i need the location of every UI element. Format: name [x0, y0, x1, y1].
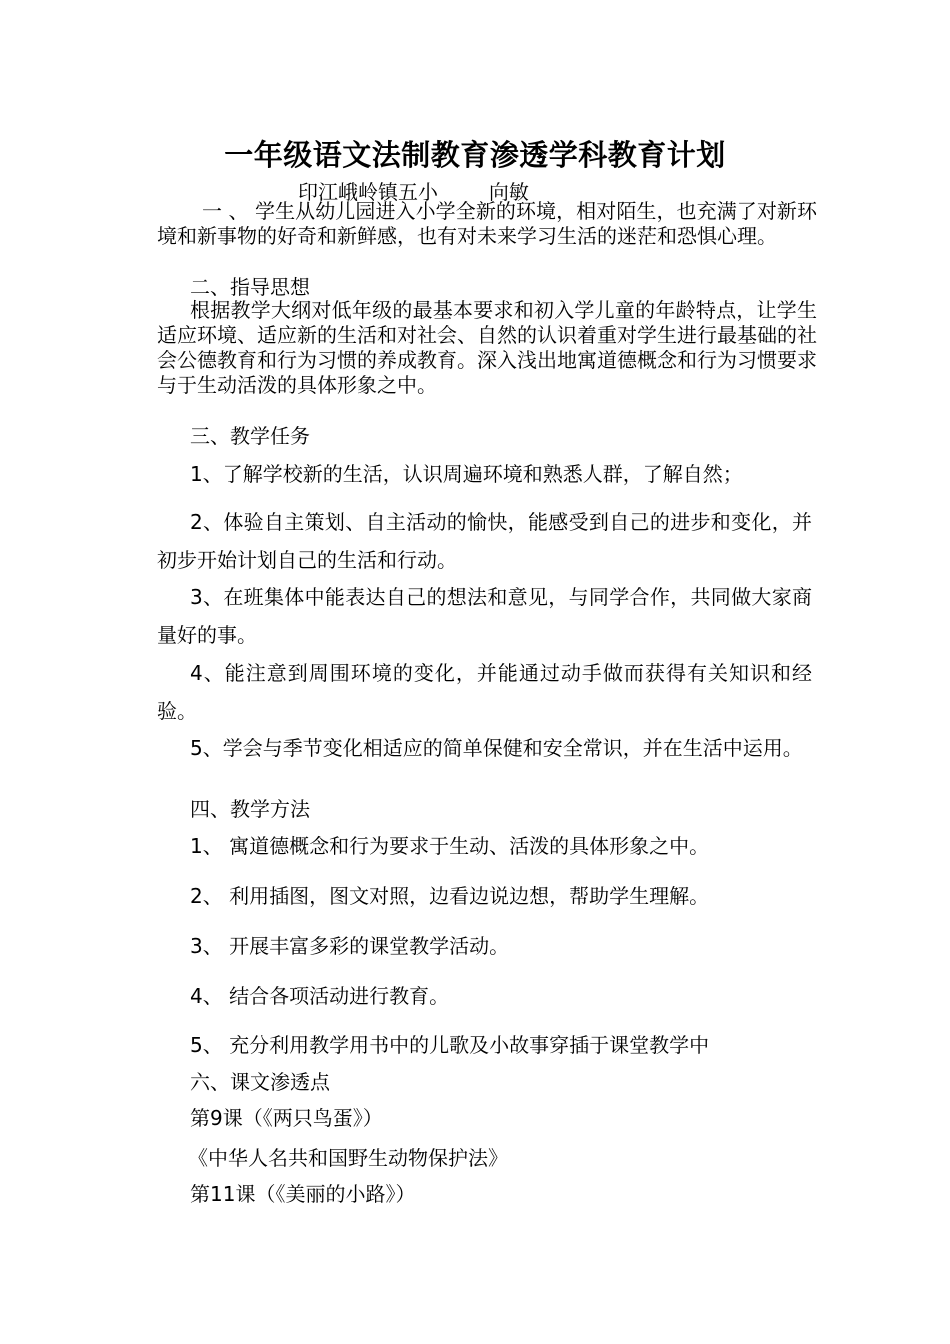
task-item-3	[157, 578, 812, 654]
method-item-4	[190, 984, 449, 1009]
method-item-2	[190, 884, 709, 909]
task-item-4	[157, 654, 812, 730]
task-item-number: 2	[190, 510, 203, 534]
lesson-number: 11	[210, 1182, 236, 1206]
lesson-9-line	[190, 1106, 383, 1131]
method-item-5	[190, 1033, 709, 1058]
section4-heading: 四、教学方法	[190, 797, 310, 821]
method-item-text: 、 寓道德概念和行为要求于生动、活泼的具体形象之中。	[202, 834, 710, 858]
task-item-2	[157, 503, 812, 579]
lesson-prefix: 第	[190, 1182, 210, 1206]
lesson-title: 课（《美丽的小路》）	[235, 1182, 416, 1206]
task-item-number: 5	[190, 736, 203, 760]
task-item-number: 1	[190, 462, 203, 486]
method-item-number: 4	[190, 984, 203, 1008]
section2-body: 根据教学大纲对低年级的最基本要求和初入学儿童的年龄特点，让学生适应环境、适应新的生活和对社会、自然的认识着重对学生进行最基础的社会公德教育和行为习惯的养成教育。深入浅出地寓道德概念和行为习惯要求与于生动活泼的具体形象之中。	[157, 298, 817, 397]
task-item-text: 、了解学校新的生活，认识周遍环境和熟悉人群，了解自然；	[202, 462, 743, 486]
method-item-number: 3	[190, 934, 203, 958]
method-item-3	[190, 934, 509, 959]
method-item-text: 、 开展丰富多彩的课堂教学活动。	[202, 934, 510, 958]
method-item-number: 5	[190, 1033, 203, 1057]
task-item-text: 、在班集体中能表达自己的想法和意见，与同学合作，共同做大家商量好的事。	[157, 585, 812, 647]
lesson-title: 课（《两只鸟蛋》）	[222, 1106, 383, 1130]
author-line: 印江峨岭镇五小 向敏	[298, 180, 529, 204]
lesson-prefix: 第	[190, 1106, 210, 1130]
law-line: 《中华人名共和国野生动物保护法》	[188, 1146, 508, 1170]
section2-heading: 二、指导思想	[190, 275, 310, 299]
section6-heading: 六、课文渗透点	[190, 1070, 330, 1094]
document-title: 一年级语文法制教育渗透学科教育计划	[224, 138, 726, 172]
task-item-1	[157, 455, 857, 493]
task-item-text: 、能注意到周围环境的变化，并能通过动手做而获得有关知识和经验。	[157, 661, 812, 723]
method-item-text: 、 利用插图，图文对照，边看边说边想，帮助学生理解。	[202, 884, 710, 908]
task-item-text: 、学会与季节变化相适应的简单保健和安全常识，并在生活中运用。	[202, 736, 803, 760]
task-item-number: 3	[190, 585, 203, 609]
lesson-number: 9	[210, 1106, 223, 1130]
lesson-11-line	[190, 1182, 415, 1207]
intro-paragraph: 一 、 学生从幼儿园进入小学全新的环境，相对陌生，也充满了对新环境和新事物的好奇和新鲜感，也有对未来学习生活的迷茫和恐惧心理。	[157, 199, 817, 248]
method-item-text: 、 结合各项活动进行教育。	[202, 984, 450, 1008]
section3-heading: 三、教学任务	[190, 424, 310, 448]
task-item-number: 4	[190, 661, 203, 685]
method-item-text: 、 充分利用教学用书中的儿歌及小故事穿插于课堂教学中	[202, 1033, 710, 1057]
method-item-number: 2	[190, 884, 203, 908]
method-item-number: 1	[190, 834, 203, 858]
task-item-5	[157, 729, 812, 767]
task-item-text: 、体验自主策划、自主活动的愉快，能感受到自己的进步和变化，并初步开始计划自己的生活和行动。	[157, 510, 812, 572]
method-item-1	[190, 834, 709, 859]
